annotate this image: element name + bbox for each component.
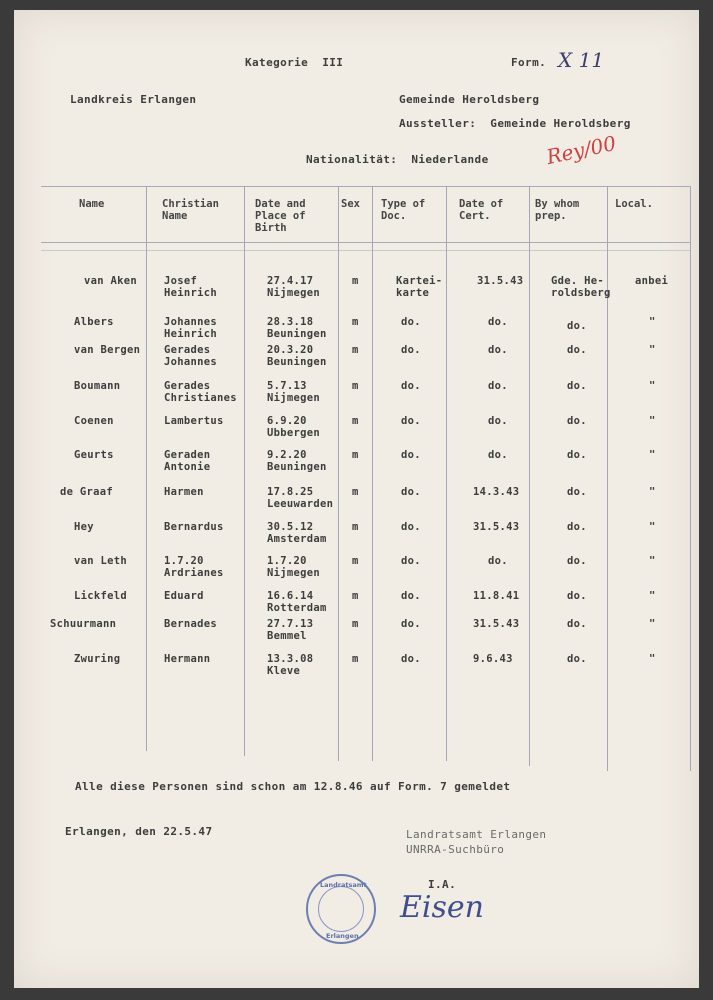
signature: Eisen [400, 890, 484, 925]
cell-doc: do. [401, 555, 421, 567]
cell-by: do. [567, 590, 587, 602]
cell-doc: Kartei- karte [396, 275, 443, 299]
cell-local: " [649, 344, 656, 356]
col-header-name: Name [79, 198, 105, 210]
cell-by: do. [567, 380, 587, 392]
cell-sex: m [352, 653, 359, 665]
form-label: Form. [511, 56, 547, 69]
cell-doc: do. [401, 653, 421, 665]
cell-by: do. [567, 449, 587, 461]
cell-christian: Harmen [164, 486, 204, 498]
cell-cert: do. [488, 380, 508, 392]
cell-name: Geurts [74, 449, 114, 461]
cell-name: van Bergen [74, 344, 141, 356]
cell-birth: 9.2.20 Beuningen [267, 449, 327, 473]
cell-name: Zwuring [74, 653, 121, 665]
aussteller-label: Aussteller: Gemeinde Heroldsberg [399, 117, 631, 130]
cell-christian: Lambertus [164, 415, 224, 427]
official-stamp [306, 874, 376, 944]
cell-sex: m [352, 344, 359, 356]
ia-label: I.A. [428, 878, 457, 891]
cell-birth: 27.7.13 Bemmel [267, 618, 314, 642]
cell-by: do. [567, 344, 587, 356]
cell-name: van Aken [84, 275, 137, 287]
cell-local: " [649, 521, 656, 533]
cell-local: " [649, 618, 656, 630]
cell-sex: m [352, 275, 359, 287]
cell-christian: Bernades [164, 618, 217, 630]
cell-cert: 31.5.43 [473, 521, 520, 533]
cell-by: do. [567, 486, 587, 498]
office-line-2: UNRRA-Suchbüro [406, 843, 505, 856]
cell-name: Coenen [74, 415, 114, 427]
cell-local: " [649, 653, 656, 665]
cell-cert: do. [488, 449, 508, 461]
cell-name: Hey [74, 521, 94, 533]
cell-birth: 27.4.17 Nijmegen [267, 275, 320, 299]
cell-cert: do. [488, 415, 508, 427]
cell-name: Schuurmann [50, 618, 117, 630]
cell-christian: Johannes Heinrich [164, 316, 217, 340]
cell-by: do. [567, 653, 587, 665]
cell-birth: 6.9.20 Ubbergen [267, 415, 320, 439]
office-line-1: Landratsamt Erlangen [406, 828, 547, 841]
persons-table [41, 186, 691, 776]
cell-sex: m [352, 380, 359, 392]
cell-birth: 16.6.14 Rotterdam [267, 590, 327, 614]
cell-doc: do. [401, 521, 421, 533]
cell-doc: do. [401, 618, 421, 630]
cell-sex: m [352, 415, 359, 427]
cell-sex: m [352, 618, 359, 630]
stamp-text-top: Landratsamt [320, 881, 367, 889]
cell-doc: do. [401, 344, 421, 356]
cell-birth: 20.3.20 Beuningen [267, 344, 327, 368]
cell-doc: do. [401, 415, 421, 427]
cell-local: " [649, 590, 656, 602]
cell-name: Boumann [74, 380, 121, 392]
landkreis-label: Landkreis Erlangen [70, 93, 197, 106]
cell-christian: Geraden Antonie [164, 449, 211, 473]
cell-birth: 17.8.25 Leeuwarden [267, 486, 334, 510]
cell-by: do. [567, 618, 587, 630]
cell-christian: Gerades Johannes [164, 344, 217, 368]
stamp-text-bottom: Erlangen [326, 932, 359, 940]
place-date: Erlangen, den 22.5.47 [65, 825, 213, 838]
cell-doc: do. [401, 449, 421, 461]
cell-sex: m [352, 316, 359, 328]
col-header-prepared-by: By whom prep. [535, 198, 580, 222]
cell-cert: do. [488, 344, 508, 356]
red-handwritten-mark: Rey/00 [544, 130, 619, 170]
cell-cert: do. [488, 555, 508, 567]
col-header-sex: Sex [341, 198, 360, 210]
col-header-cert-date: Date of Cert. [459, 198, 504, 222]
cell-name: Albers [74, 316, 114, 328]
cell-local: " [649, 415, 656, 427]
gemeinde-label: Gemeinde Heroldsberg [399, 93, 540, 106]
cell-cert: 31.5.43 [473, 618, 520, 630]
cell-name: Lickfeld [74, 590, 127, 602]
cell-christian: Hermann [164, 653, 211, 665]
cell-by: do. [567, 415, 587, 427]
cell-christian: Josef Heinrich [164, 275, 217, 299]
cell-local: " [649, 449, 656, 461]
cell-local: " [649, 555, 656, 567]
cell-sex: m [352, 486, 359, 498]
cell-birth: 28.3.18 Beuningen [267, 316, 327, 340]
nationality-label: Nationalität: Niederlande [306, 153, 489, 166]
cell-birth: 5.7.13 Nijmegen [267, 380, 320, 404]
col-header-birth: Date and Place of Birth [255, 198, 306, 234]
cell-christian: 1.7.20 Ardrianes [164, 555, 224, 579]
cell-cert: 11.8.41 [473, 590, 520, 602]
cell-cert: 9.6.43 [473, 653, 513, 665]
cell-local: anbei [635, 275, 669, 287]
footer-note: Alle diese Personen sind schon am 12.8.46 auf Form. 7 gemeldet [75, 780, 511, 793]
document-sheet [14, 10, 699, 988]
cell-cert: do. [488, 316, 508, 328]
cell-doc: do. [401, 316, 421, 328]
cell-by: do. [567, 320, 587, 332]
cell-cert: 14.3.43 [473, 486, 520, 498]
cell-name: de Graaf [60, 486, 113, 498]
cell-local: " [649, 380, 656, 392]
cell-by: Gde. He- roldsberg [551, 275, 611, 299]
cell-local: " [649, 316, 656, 328]
cell-sex: m [352, 590, 359, 602]
cell-sex: m [352, 555, 359, 567]
col-header-local: Local. [615, 198, 653, 210]
col-header-doc-type: Type of Doc. [381, 198, 426, 222]
form-number-handwritten: X 11 [558, 48, 605, 72]
cell-cert: 31.5.43 [477, 275, 524, 287]
cell-local: " [649, 486, 656, 498]
cell-christian: Gerades Christianes [164, 380, 237, 404]
cell-christian: Bernardus [164, 521, 224, 533]
cell-by: do. [567, 521, 587, 533]
cell-doc: do. [401, 380, 421, 392]
cell-name: van Leth [74, 555, 127, 567]
cell-doc: do. [401, 590, 421, 602]
cell-birth: 30.5.12 Amsterdam [267, 521, 327, 545]
cell-by: do. [567, 555, 587, 567]
cell-sex: m [352, 521, 359, 533]
cell-birth: 13.3.08 Kleve [267, 653, 314, 677]
cell-sex: m [352, 449, 359, 461]
col-header-christian-name: Christian Name [162, 198, 219, 222]
cell-doc: do. [401, 486, 421, 498]
cell-birth: 1.7.20 Nijmegen [267, 555, 320, 579]
cell-christian: Eduard [164, 590, 204, 602]
kategorie-label: Kategorie III [245, 56, 344, 69]
